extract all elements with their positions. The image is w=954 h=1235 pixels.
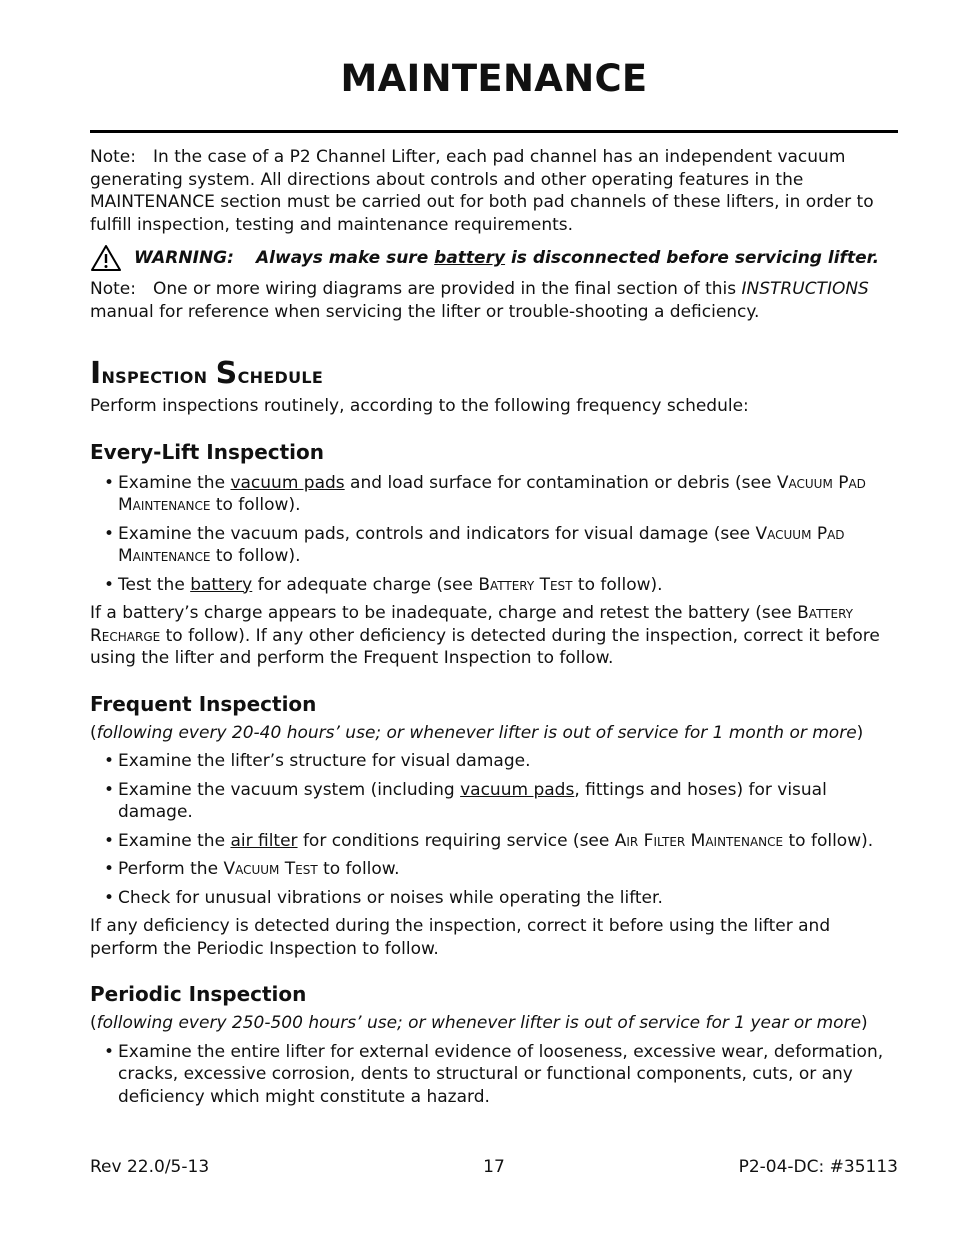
air-filter-link[interactable]: air filter	[230, 830, 298, 851]
title-rule	[90, 130, 898, 133]
list-item: • Test the battery for adequate charge (see Battery Test to follow).	[104, 574, 663, 595]
page-body	[90, 146, 898, 1108]
list-item: • Examine the vacuum pads, controls and indicators for visual damage (see Vacuum Pad Maintenance to follow).	[104, 523, 845, 566]
note-label: Note:	[90, 279, 136, 299]
vacuum-pads-link[interactable]: vacuum pads	[230, 472, 345, 493]
note-channel-lifter	[90, 146, 898, 236]
page-number: 17	[483, 1157, 505, 1177]
note-wiring-diagrams: Note: One or more wiring diagrams are provided in the final section of this INSTRUCTIONS manual for reference when servicing the lifter or trouble-shooting a deficiency.	[90, 279, 869, 322]
page-title: MAINTENANCE	[340, 57, 648, 100]
battery-link[interactable]: battery	[434, 247, 506, 268]
list-item: • Check for unusual vibrations or noises while operating the lifter.	[104, 887, 663, 908]
page-footer	[90, 1156, 898, 1180]
list-item: • Examine the entire lifter for external evidence of looseness, excessive wear, deformation, cracks, excessive corrosion, dents to structural or functional components, cuts, or any deficiency which might constitute a hazard.	[104, 1041, 884, 1107]
list-item: • Perform the Vacuum Test to follow.	[104, 859, 400, 879]
list-item: • Examine the vacuum pads and load surface for contamination or debris (see Vacuum Pad Maintenance to follow).	[104, 472, 866, 515]
vacuum-pads-link[interactable]: vacuum pads	[460, 779, 575, 800]
every-lift-followup: If a battery’s charge appears to be inadequate, charge and retest the battery (see Battery Recharge to follow). If any other deficiency is detected during the inspection, correct it before using the lifter and perform the Frequent Inspection to follow.	[90, 603, 880, 668]
warning-label: WARNING:	[134, 247, 234, 268]
heading-periodic-inspection: Periodic Inspection	[90, 982, 307, 1006]
revision-label: Rev 22.0/5-13	[90, 1157, 210, 1177]
battery-link[interactable]: battery	[190, 574, 253, 595]
note-text: In the case of a P2 Channel Lifter, each pad channel has an independent vacuum generating system. All directions about controls and other operating features in the MAINTENANCE section must be carried out for both pad channels of these lifters, in order to fulfill inspection, testing and maintenance requirements.	[90, 147, 874, 235]
frequent-subtitle: (following every 20-40 hours’ use; or whenever lifter is out of service for 1 month or more)	[90, 722, 864, 743]
section-heading-inspection-schedule: Inspection Schedule	[90, 356, 324, 391]
frequent-followup: If any deficiency is detected during the inspection, correct it before using the lifter and perform the Periodic Inspection to follow.	[90, 916, 831, 959]
list-item: • Examine the lifter’s structure for visual damage.	[104, 751, 531, 771]
periodic-subtitle: (following every 250-500 hours’ use; or whenever lifter is out of service for 1 year or more)	[90, 1013, 868, 1033]
list-item: • Examine the vacuum system (including vacuum pads, fittings and hoses) for visual damage.	[104, 779, 827, 822]
heading-every-lift-inspection: Every-Lift Inspection	[90, 439, 325, 464]
heading-frequent-inspection: Frequent Inspection	[90, 691, 317, 716]
list-item: • Examine the air filter for conditions requiring service (see Air Filter Maintenance to follow).	[104, 830, 874, 851]
warning-line: WARNING: Always make sure battery is disconnected before servicing lifter.	[90, 244, 898, 272]
warning-triangle-icon	[90, 244, 122, 272]
document-id: P2-04-DC: #35113	[738, 1157, 898, 1177]
schedule-intro: Perform inspections routinely, according to the following frequency schedule:	[90, 396, 749, 416]
note-label: Note:	[90, 147, 136, 167]
